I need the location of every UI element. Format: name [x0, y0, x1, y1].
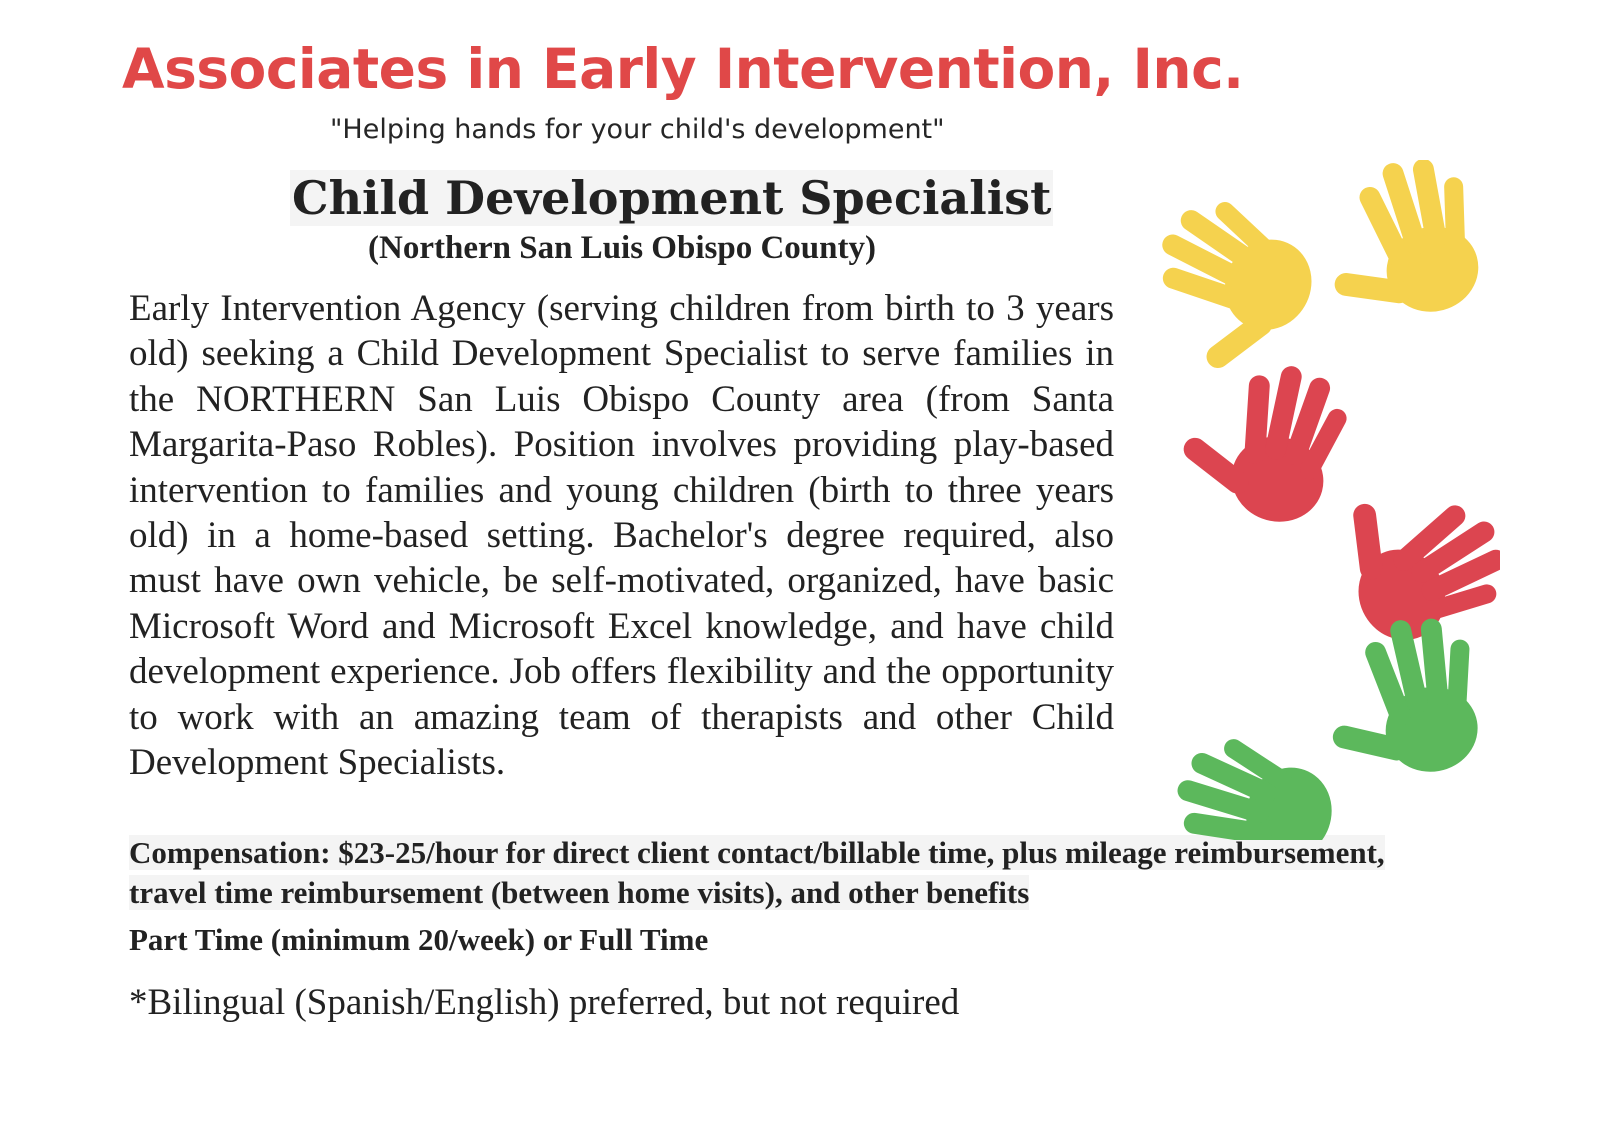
green-hand-icon [1328, 620, 1484, 785]
handprints-decoration [1140, 160, 1500, 840]
yellow-hand-icon [1140, 194, 1327, 381]
yellow-hand-icon [1321, 160, 1487, 332]
compensation-text: Compensation: $23-25/hour for direct client contact/billable time, plus mileage reimbursement, travel time reimbursement (between home visits), and other benefits [129, 835, 1385, 910]
compensation [129, 833, 1419, 913]
red-hand-icon [1182, 357, 1348, 531]
company-name: Associates in Early Intervention, Inc. [122, 37, 1244, 101]
work-schedule: Part Time (minimum 20/week) or Full Time [129, 922, 709, 957]
bilingual-note: *Bilingual (Spanish/English) preferred, but not required [129, 982, 960, 1023]
tagline: "Helping hands for your child's development" [330, 114, 945, 145]
green-hand-icon [1163, 735, 1344, 840]
job-title: Child Development Specialist [292, 171, 1052, 225]
job-description: Early Intervention Agency (serving children from birth to 3 years old) seeking a Child Development Specialist to serve families in the NORTHERN San Luis Obispo County area (from Santa Margarita-Paso Robles). Position involves providing play-based intervention to families and young children (birth to three years old) in a home-based setting. Bachelor's degree required, also must have own vehicle, be self-motivated, organized, have basic Microsoft Word and Microsoft Excel knowledge, and have child development experience. Job offers flexibility and the opportunity to work with an amazing team of therapists and other Child Development Specialists. [129, 288, 1114, 784]
job-location: (Northern San Luis Obispo County) [368, 230, 876, 266]
red-hand-icon [1322, 468, 1500, 655]
